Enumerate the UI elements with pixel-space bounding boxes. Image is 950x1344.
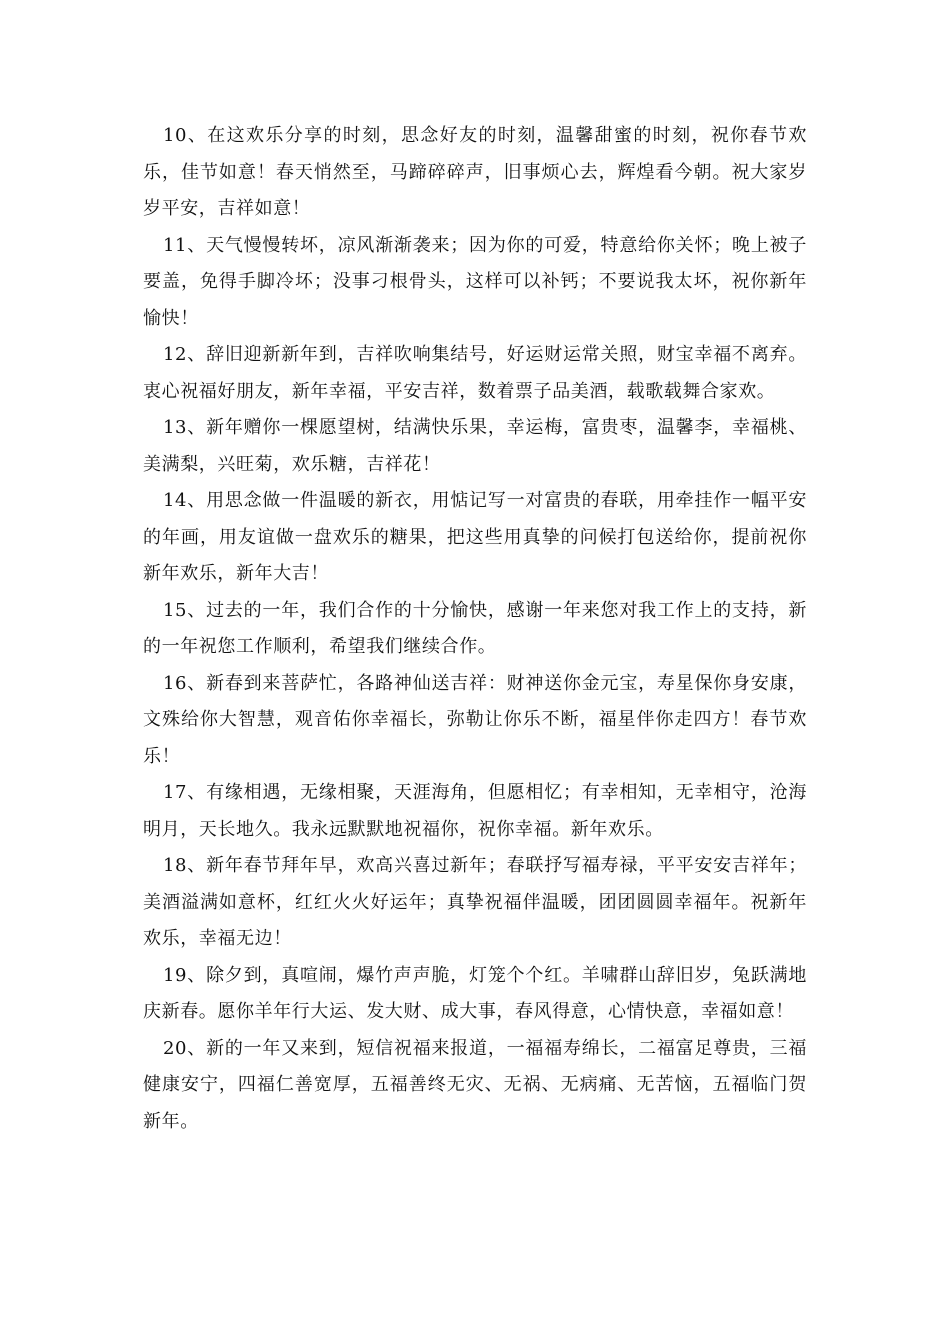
paragraph-15: 15、过去的一年，我们合作的十分愉快，感谢一年来您对我工作上的支持，新的一年祝您工作顺利，希望我们继续合作。: [143, 599, 807, 657]
paragraph-17: 17、有缘相遇，无缘相聚，天涯海角，但愿相忆；有幸相知，无幸相守，沧海明月，天长地久。我永远默默地祝福你，祝你幸福。新年欢乐。: [143, 782, 807, 840]
paragraph-20: 20、新的一年又来到，短信祝福来报道，一福福寿绵长，二福富足尊贵，三福健康安宁，四福仁善宽厚，五福善终无灾、无祸、无病痛、无苦恼，五福临门贺新年。: [143, 1037, 807, 1132]
paragraph-18: 18、新年春节拜年早，欢高兴喜过新年；春联抒写福寿禄，平平安安吉祥年；美酒溢满如意杯，红红火火好运年；真挚祝福伴温暖，团团圆圆幸福年。祝新年欢乐，幸福无边！: [143, 855, 807, 949]
document-body: [143, 118, 807, 1140]
paragraph-11: 11、天气慢慢转坏，凉风渐渐袭来；因为你的可爱，特意给你关怀；晚上被子要盖，免得手脚冷坏；没事刁根骨头，这样可以补钙；不要说我太坏，祝你新年愉快！: [143, 234, 807, 329]
paragraph-19: 19、除夕到，真喧闹，爆竹声声脆，灯笼个个红。羊啸群山辞旧岁，兔跃满地庆新春。愿你羊年行大运、发大财、成大事，春风得意，心情快意，幸福如意！: [143, 964, 807, 1022]
paragraph-16: 16、新春到来菩萨忙，各路神仙送吉祥：财神送你金元宝，寿星保你身安康，文殊给你大智慧，观音佑你幸福长，弥勒让你乐不断，福星伴你走四方！春节欢乐！: [143, 672, 807, 767]
paragraph-14: 14、用思念做一件温暖的新衣，用惦记写一对富贵的春联，用牵挂作一幅平安的年画，用友谊做一盘欢乐的糖果，把这些用真挚的问候打包送给你，提前祝你新年欢乐，新年大吉！: [143, 490, 807, 584]
paragraph-12: 12、辞旧迎新新年到，吉祥吹响集结号，好运财运常关照，财宝幸福不离弃。衷心祝福好朋友，新年幸福，平安吉祥，数着票子品美酒，载歌载舞合家欢。: [143, 344, 807, 402]
paragraph-10: 10、在这欢乐分享的时刻，思念好友的时刻，温馨甜蜜的时刻，祝你春节欢乐，佳节如意！春天悄然至，马蹄碎碎声，旧事烦心去，辉煌看今朝。祝大家岁岁平安，吉祥如意！: [143, 125, 807, 219]
paragraph-13: 13、新年赠你一棵愿望树，结满快乐果，幸运梅，富贵枣，温馨李，幸福桃、美满梨，兴旺菊，欢乐糖，吉祥花！: [143, 417, 807, 475]
